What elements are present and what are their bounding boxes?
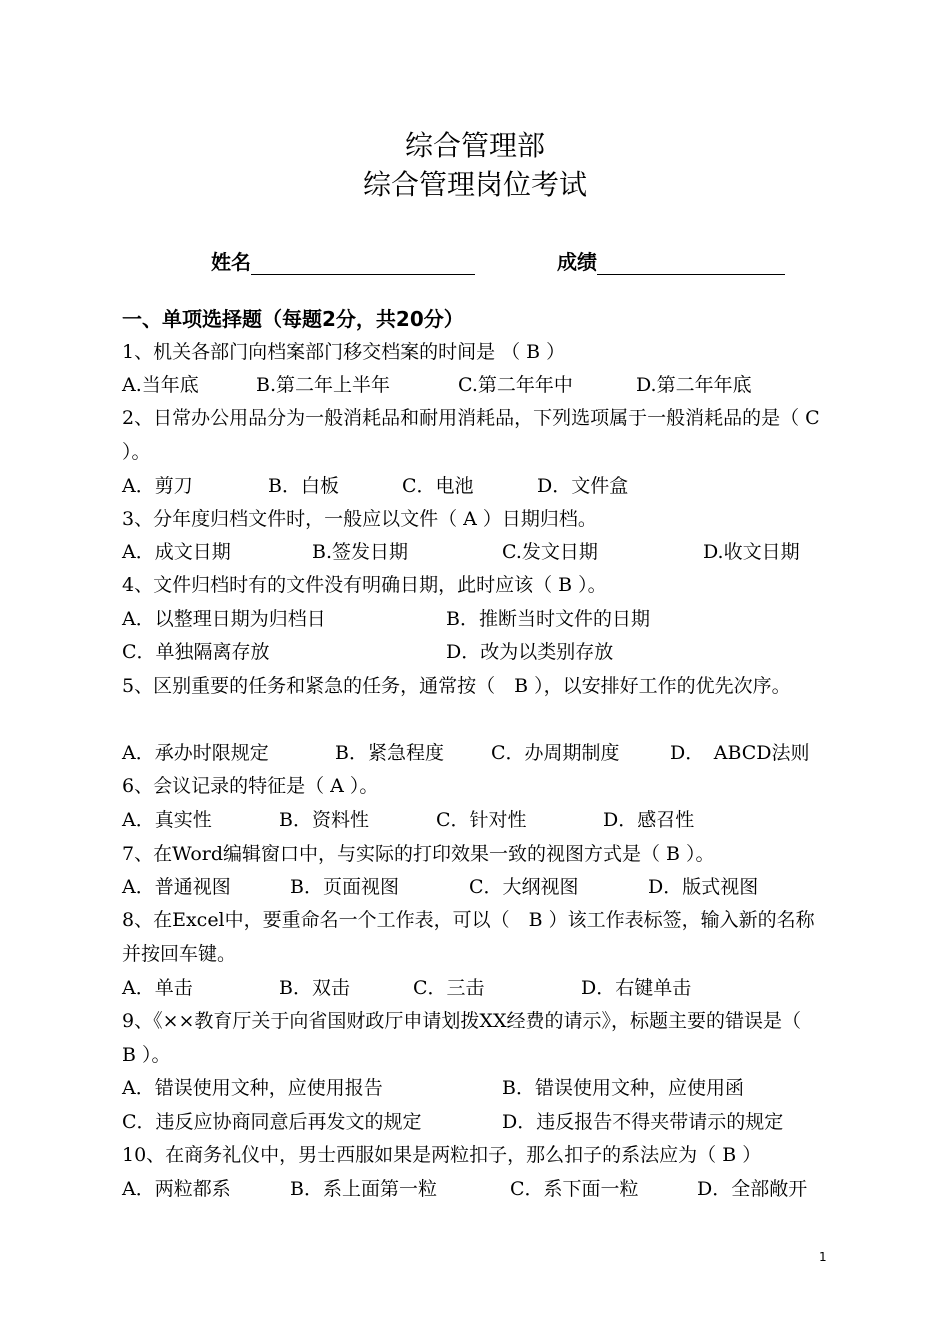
question-9: 9、《××教育厅关于向省国财政厅申请划拨XX经费的请示》，标题主要的错误是（ B ）。	[122, 1010, 820, 1066]
q4-option-d: D．改为以类别存放	[446, 641, 614, 663]
q9-option-c: C．违反应协商同意后再发文的规定	[122, 1111, 422, 1133]
q1-option-d: D.第二年年底	[636, 374, 752, 396]
q7-option-b: B．页面视图	[290, 876, 399, 898]
question-4: 4、文件归档时有的文件没有明确日期，此时应该（ B ）。	[122, 574, 607, 596]
question-10: 10、在商务礼仪中，男士西服如果是两粒扣子，那么扣子的系法应为（ B ）	[122, 1144, 762, 1166]
question-2: 2、日常办公用品分为一般消耗品和耐用消耗品，下列选项属于一般消耗品的是（ C ）。	[122, 407, 820, 463]
q10-option-b: B．系上面第一粒	[290, 1178, 437, 1200]
q9-option-a: A．错误使用文种，应使用报告	[122, 1077, 383, 1099]
q1-option-c: C.第二年年中	[458, 374, 573, 396]
q6-option-c: C．针对性	[436, 809, 527, 831]
q3-option-b: B.签发日期	[312, 541, 409, 563]
q3-option-a: A．成文日期	[122, 541, 231, 563]
q3-option-c: C.发文日期	[502, 541, 598, 563]
q2-option-b: B．白板	[268, 475, 339, 497]
question-7: 7、在Word编辑窗口中，与实际的打印效果一致的视图方式是（ B ）。	[122, 843, 715, 865]
q9-option-b: B．错误使用文种，应使用函	[502, 1077, 744, 1099]
q7-option-c: C．大纲视图	[469, 876, 579, 898]
question-6: 6、会议记录的特征是（ A ）。	[122, 775, 379, 797]
question-5: 5、区别重要的任务和紧急的任务，通常按（ B ），以安排好工作的优先次序。	[122, 675, 791, 697]
q5-option-a: A．承办时限规定	[122, 742, 269, 764]
score-blank-line	[597, 252, 785, 275]
section-title: 一、单项选择题（每题2分，共20分）	[122, 307, 464, 331]
q10-option-c: C．系下面一粒	[510, 1178, 639, 1200]
exam-title: 综合管理岗位考试	[362, 168, 587, 201]
score-field	[557, 246, 785, 275]
q8-option-b: B．双击	[279, 977, 350, 999]
q2-option-a: A．剪刀	[122, 475, 193, 497]
q4-option-c: C．单独隔离存放	[122, 641, 270, 663]
q1-option-b: B.第二年上半年	[256, 374, 391, 396]
question-3: 3、分年度归档文件时，一般应以文件（ A ）日期归档。	[122, 508, 597, 530]
name-field	[211, 246, 475, 275]
q8-option-d: D．右键单击	[581, 977, 692, 999]
question-8: 8、在Excel中，要重命名一个工作表，可以（ B ）该工作表标签，输入新的名称并按回车键。	[122, 909, 815, 965]
q6-option-a: A．真实性	[122, 809, 212, 831]
q2-option-d: D．文件盒	[537, 475, 629, 497]
q6-option-b: B．资料性	[279, 809, 369, 831]
q10-option-a: A．两粒都系	[122, 1178, 231, 1200]
q5-option-c: C．办周期制度	[491, 742, 620, 764]
q7-option-d: D．版式视图	[648, 876, 759, 898]
q4-option-b: B．推断当时文件的日期	[446, 608, 650, 630]
q10-option-d: D．全部敞开	[697, 1178, 808, 1200]
q2-option-c: C．电池	[402, 475, 474, 497]
department-title: 综合管理部	[404, 129, 545, 162]
name-label: 姓名	[211, 250, 251, 274]
q4-option-a: A．以整理日期为归档日	[122, 608, 326, 630]
name-blank-line	[251, 252, 475, 275]
q5-option-b: B．紧急程度	[335, 742, 444, 764]
q7-option-a: A．普通视图	[122, 876, 231, 898]
q8-option-a: A．单击	[122, 977, 193, 999]
q5-option-d: D． ABCD法则	[670, 742, 810, 764]
score-label: 成绩	[557, 250, 597, 274]
question-1: 1、机关各部门向档案部门移交档案的时间是 （ B ）	[122, 341, 566, 363]
q1-option-a: A.当年底	[122, 374, 199, 396]
page-number: 1	[819, 1250, 827, 1264]
q9-option-d: D．违反报告不得夹带请示的规定	[502, 1111, 784, 1133]
q8-option-c: C．三击	[413, 977, 485, 999]
q3-option-d: D.收文日期	[703, 541, 800, 563]
q6-option-d: D．感召性	[603, 809, 695, 831]
